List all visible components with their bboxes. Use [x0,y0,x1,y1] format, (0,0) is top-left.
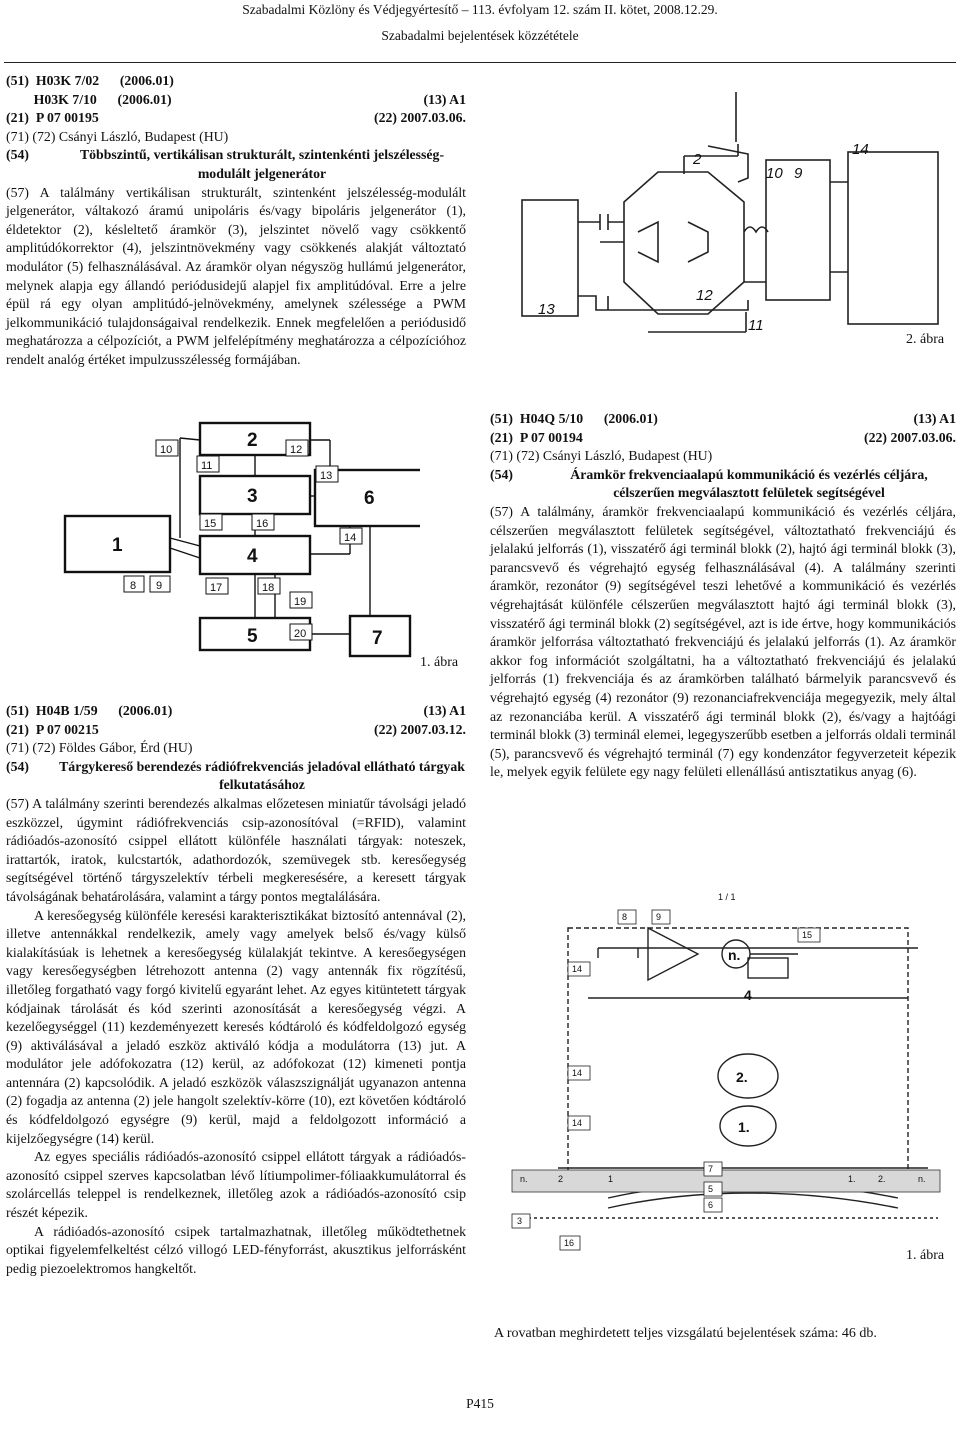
fig2-label-2: 2 [693,151,702,168]
fig1-block-5: 5 [247,626,258,647]
fig3-block-n: n. [728,947,741,963]
page-number: P415 [466,1396,494,1411]
fig3-label-n-right: n. [918,1174,926,1184]
fig3-label-6: 6 [708,1200,714,1210]
figure-caption: 2. ábra [906,332,945,347]
fig3-block-4: 4 [744,987,752,1003]
figure-caption: 1. ábra [420,655,459,670]
filing-date: (22) 2007.03.06. [864,429,956,445]
fig3-label-14c: 14 [572,1118,583,1128]
abstract: (57) A találmány, áramkör frekvenciaalapú kommunikáció és vezérlés céljára, célszerűen megválasztott felületek segítségével, változtatható frekvenciájú és jelalakú jelforrás (1), visszatérő ági terminál blokk (2), hajtó ági terminál blokk (3), parancsvevő és végrehajtó egység felhasználásával (4). A találmány szerinti áramkör, rezonátor (9) segítségével teszi lehetővé a kommunikáció és vezérlés végrehajtását különféle célszerűen megválasztott hajtó ági terminál blokk (3), visszatérő ági terminál blokk (2) segítségével, azt is ide értve, hogy kommunikációs áramkör jelforrása változtatható frekvenciájú és jelalakú jelforrás (1). Az áramkör akkor fog információt szolgáltatni, ha a változtatható frekvenciájú és jelalakú jelforrás (1) frekvenciája és az áramkörben található bármelyik parancsvevő és végrehajtó egység (4) rezonátor (9) rezonanciafrekvenciája megegyezik, mely által az rezonanciába kerül. A visszatérő ági terminál blokk (2), és/vagy a hajtóági terminál blokk (3) terminál elemei, legegyszerűbb esetben a jelforrás oldali terminál (5), parancsvevő és végrehajtó terminál (7) egy kondenzátor fegyverzeteit képezik le, melyek egyik felülete egy nagy felületi ellenállású antisztatikus anyag (6). [490,503,956,780]
fig1-block-2: 2 [247,430,258,451]
fig3-block-1: 1. [738,1119,750,1135]
terminal-figure [498,888,952,1260]
invention-title: Áramkör frekvenciaalapú kommunikáció és vezérlés céljára, célszerűen megválasztott felületek segítségével [570,466,928,501]
fig2-label-11: 11 [748,317,764,334]
applicant: (71) (72) Csányi László, Budapest (HU) [6,128,229,144]
fig1-label-13: 13 [320,470,333,482]
fig2-label-10: 10 [766,165,783,182]
fig3-label-9: 9 [656,912,662,922]
fig1-block-4: 4 [247,546,258,567]
fig3-label-1-right: 1. [848,1174,856,1184]
fig1-label-10: 10 [160,444,173,456]
fig3-label-2: 2 [558,1174,564,1184]
fig1-block-3: 3 [247,486,258,507]
fig2-label-13: 13 [538,301,555,318]
fig3-page-mark: 1 / 1 [718,892,736,902]
fig1-label-19: 19 [294,596,307,608]
fig1-block-6: 6 [364,488,375,509]
fig1-label-20: 20 [294,628,307,640]
fig3-label-5: 5 [708,1184,714,1194]
abstract-p4: A rádióadós-azonosító csipek tartalmazhatnak, illetőleg működtethetnek optikai figyelemfelkeltést célzó villogó LED-fényforrást, akusztikus jelforrásként pedig piezoelektromos hangkeltőt. [6,1223,466,1276]
ipc-class: (51) H04Q 5/10 (2006.01) [490,411,658,426]
fig1-label-11: 11 [201,460,213,472]
section-title: Szabadalmi bejelentések közzététele [381,28,579,43]
entry-h03k: (51) H03K 7/02 (2006.01) H03K 7/10 (2006.01) (13) A1 (21) P 07 00195 (22) 2007.03.06. (71) (72) Csányi László, Budapest (HU) (54) Többszintű, vertikálisan strukturált, szintenkénti jelszélesség-modulált jelgenerátor (57) A találmány vertikálisan strukturált, szintenként jelszélesség-modulált jelgenerátor, váltakozó áramú unipoláris és/vagy bipoláris jelgenerátor (1), éldetektor (2), késleltető áramkör (3), jelszintet növelő vagy csökkentő amplitúdókorrektor (4), jelszintnövekmény vagy csökkenés alakját változtató modulátor (5) felhasználásával. Az áramkör olyan négyszög hullámú jelgenerátor, melynek alapja egy állandó periódusidejű alapjel fix amplitúdóval. Erre a jelre épül rá egy olyan amplitúdó-jelnövekmény, amelynek szélessége a PWM jelkommunikáció tulajdonságaival rendelkezik. Ennek megfelelően a periódusidő meghatározza a célpozíciót, a PWM jelfelépítmény meghatározza a célpozícióhoz rendelt analóg értéket impulzusszélesség formájában. [6,72,466,370]
fig3-label-2-right: 2. [878,1174,886,1184]
applicant: (71) (72) Földes Gábor, Érd (HU) [6,740,193,756]
invention-title: Tárgykereső berendezés rádiófrekvenciás jeladóval ellátható tárgyak felkutatásához [59,758,465,793]
invention-title: Többszintű, vertikálisan strukturált, szintenkénti jelszélesség-modulált jelgenerátor [79,147,445,181]
fig1-label-17: 17 [210,582,223,594]
fig1-label-12: 12 [290,444,303,456]
kind-code: (13) A1 [423,91,466,107]
fig1-label-8: 8 [130,580,137,592]
fig3-label-14b: 14 [572,1068,583,1078]
abstract-p2: A keresőegység különféle keresési karakterisztikákat biztosító antennával (2), illetve antennákkal rendelkezik, amely vagy amelyek belső és/vagy külső kialakításúak is lehetnek a keresőegység külalakját tekintve. A keresőegységen vagy keresőegységben létrehozott antenna (2) vagy antennák fix rögzítésű, illetőleg forgatható vagy forgó kivitelű egyaránt lehet. Az egyes kitüntetett tárgyak kódjainak tárolását és kód szerinti azonosítását a keresőegység végzi. A kezelőegységgel (11) kezdeményezett keresés kódtároló és kódfeldolgozó egység (9) aktiválásával a jeladó eszköz aktiváló kódja a modulátorra (13) jut. A modulátor jele adófokozatra (12) kerül, az adófokozat (12) kimeneti pontja antennára (2) kapcsolódik. A jeladó eszközök válaszszignálját ugyanazon antenna (2) fogadja az antenna (2) jele hangolt szelektív-körre (10), ezt követően kódtároló és kódfeldolgozó egységre (9) kerül, majd a feldolgozott információ a kijelzőegységre (14) kerül. [6,907,466,1146]
fig1-label-15: 15 [204,518,217,530]
filing-date: (22) 2007.03.06. [374,110,466,126]
ipc-class: (51) H04B 1/59 (2006.01) [6,703,173,718]
fig2-label-12: 12 [696,287,713,304]
application-number: (21) P 07 00215 [6,721,99,737]
fig1-block-1: 1 [112,535,123,556]
fig3-label-15: 15 [802,930,813,940]
fig1-label-16: 16 [256,518,269,530]
fig3-label-1: 1 [608,1174,614,1184]
application-number: (21) P 07 00194 [490,429,583,445]
fig2-label-9: 9 [794,165,803,182]
fig3-label-3: 3 [517,1216,523,1226]
fig3-block-2: 2. [736,1069,748,1085]
fig3-label-n-left: n. [520,1174,528,1184]
filing-date: (22) 2007.03.12. [374,721,466,737]
entry-h04b: (51) H04B 1/59 (2006.01) (13) A1 (21) P 07 00215 (22) 2007.03.12. (71) (72) Földes Gábor, Érd (HU) (54) Tárgykereső berendezés rádiófrekvenciás jeladóval ellátható tárgyak felkutatásához (57) A találmány szerinti berendezés alkalmas előzetesen miniatűr távolsági jeladó eszközzel, úgymint rádiófrekvenciás csip-azonosítóval (=RFID), valamint rádióadós-azonosító csippel ellátott különféle használati tárgyak: noteszek, irattartók, iratok, kulcstartók, adathordozók, szemüvegek stb. keresőegység segítségével történő tárgyszelektív térbeli megkeresésére, a keresett tárgyak távolságának behatárolására, valamint a tárgy pontos megtalálására. A keresőegység különféle keresési karakterisztikákat biztosító antennával (2), illetve antennákkal rendelkezik, amely vagy amelyek belső és/vagy külső kialakításúak is lehetnek a keresőegység külalakját tekintve. A keresőegységen vagy keresőegységben létrehozott antenna (2) vagy antennák fix rögzítésű, illetőleg forgatható vagy forgó kivitelű egyaránt lehet. Az egyes kitüntetett tárgyak kódjainak tárolását és kód szerinti azonosítását a keresőegység végzi. A kezelőegységgel (11) kezdeményezett keresés kódtároló és kódfeldolgozó egység (9) aktiválásával a jeladó eszköz aktiváló kódja a modulátorra (13) jut. A modulátor jele adófokozatra (12) kerül, az adófokozat (12) kimeneti pontja antennára (2) kapcsolódik. A jeladó eszközök válaszszignálját ugyanazon antenna (2) fogadja az antenna (2) jele hangolt szelektív-körre (10), ezt követően kódtároló és kódfeldolgozó egységre (9) kerül, majd a feldolgozott információ a kijelzőegységre (14) kerül. Az egyes speciális rádióadós-azonosító csippel ellátott tárgyak a rádióadós-azonosító csippel szerves kapcsolatban lévő lítiumpolimer-fóliaakkumulátorral és szolárcellás teleppel is rendelkeznek, illetőleg azok a rádióadós-azonosító csip részét képezik. A rádióadós-azonosító csipek tartalmazhatnak, illetőleg működtethetnek optikai figyelemfelkeltést célzó villogó LED-fényforrást, akusztikus jelforrásként pedig piezoelektromos hangkeltőt. [6,702,466,1278]
kind-code: (13) A1 [423,703,466,718]
application-number: (21) P 07 00195 [6,110,99,126]
fig3-label-14a: 14 [572,964,583,974]
abstract: (57) A találmány vertikálisan strukturált, szintenként jelszélesség-modulált jelgenerátor, váltakozó áramú unipoláris és/vagy bipoláris jelgenerátor (1), éldetektor (2), késleltető áramkör (3), jelszintet növelő vagy csökkentő amplitúdókorrektor (4), jelszintnövekmény vagy csökkenés alakját változtató modulátor (5) felhasználásával. Az áramkör olyan négyszög hullámú jelgenerátor, melynek alapja egy állandó periódusidejű alapjel fix amplitúdóval. Erre a jelre épül rá egy olyan amplitúdó-jelnövekmény, amelynek szélessége a PWM jelkommunikáció tulajdonságaival rendelkezik. Ennek megfelelően a periódusidő meghatározza a célpozíciót, a PWM jelfelépítmény meghatározza a célpozícióhoz rendelt analóg értéket impulzusszélesség formájában. [6,184,466,367]
announcement-count-note: A rovatban meghirdetett teljes vizsgálatú bejelentések száma: 46 db. [494,1326,877,1341]
fig2-label-14: 14 [852,141,869,158]
fig3-label-8: 8 [622,912,628,922]
fig1-block-7: 7 [372,628,383,649]
kind-code: (13) A1 [913,411,956,426]
journal-header: Szabadalmi Közlöny és Védjegyértesítő – 113. évfolyam 12. szám II. kötet, 2008.12.29. [242,2,718,17]
fig3-label-16: 16 [564,1238,575,1248]
entry-h04q: (51) H04Q 5/10 (2006.01) (13) A1 (21) P 07 00194 (22) 2007.03.06. (71) (72) Csányi László, Budapest (HU) (54) Áramkör frekvenciaalapú kommunikáció és vezérlés céljára, célszerűen megválasztott felületek segítségével (57) A találmány, áramkör frekvenciaalapú kommunikáció és vezérlés céljára, célszerűen megválasztott felületek segítségével, változtatható frekvenciájú és jelalakú jelforrás (1), visszatérő ági terminál blokk (2), hajtó ági terminál blokk (3), parancsvevő és végrehajtó egység felhasználásával (4). A találmány szerinti áramkör, rezonátor (9) segítségével teszi lehetővé a kommunikáció és vezérlés végrehajtását különféle célszerűen megválasztott hajtó ági terminál blokk (3), visszatérő ági terminál blokk (2) segítségével, azt is ide értve, hogy kommunikációs áramkör jelforrása változtatható frekvenciájú és jelalakú jelforrás (1). Az áramkör akkor fog információt szolgáltatni, ha a változtatható frekvenciájú és jelalakú jelforrás (1) frekvenciája és az áramkörben található bármelyik parancsvevő és végrehajtó egység (4) rezonátor (9) rezonanciafrekvenciája megegyezik, mely által az rezonanciába kerül. A visszatérő ági terminál blokk (2), és/vagy a hajtóági terminál blokk (3) terminál elemei, legegyszerűbb esetben a jelforrás oldali terminál (5), parancsvevő és végrehajtó terminál (7) egy kondenzátor fegyverzeteit képezik le, melyek egyik felülete egy nagy felületi ellenállású antisztatikus anyag (6). [490,410,956,782]
circuit-figure [508,82,948,350]
ipc-class: (51) H03K 7/02 (2006.01) [6,73,174,88]
abstract-p1: (57) A találmány szerinti berendezés alkalmas előzetesen miniatűr távolsági jeladó eszközzel, úgymint rádiófrekvenciás csip-azonosítóval (=RFID), valamint rádióadós-azonosító csippel ellátott különféle használati tárgyak: noteszek, irattartók, iratok, kulcstartók, adathordozók, szemüvegek stb. keresőegység segítségével történő tárgyszelektív térbeli megkeresésére, a keresett tárgyak távolságának behatárolására, valamint a tárgy pontos megtalálására. [6,795,466,904]
header-rule [4,62,956,63]
block-diagram-figure [60,418,420,678]
ipc-class-2: H03K 7/10 (2006.01) [6,91,172,107]
applicant: (71) (72) Csányi László, Budapest (HU) [490,448,713,464]
fig3-label-7: 7 [708,1164,714,1174]
figure-caption: 1. ábra [906,1248,945,1263]
fig1-label-9: 9 [156,580,163,592]
fig1-label-18: 18 [262,582,275,594]
abstract-p3: Az egyes speciális rádióadós-azonosító csippel ellátott tárgyak a rádióadós-azonosító csippel szerves kapcsolatban lévő lítiumpolimer-fóliaakkumulátorral és szolárcellás teleppel is rendelkeznek, illetőleg azok a rádióadós-azonosító csip részét képezik. [6,1149,466,1221]
fig1-label-14: 14 [344,532,357,544]
